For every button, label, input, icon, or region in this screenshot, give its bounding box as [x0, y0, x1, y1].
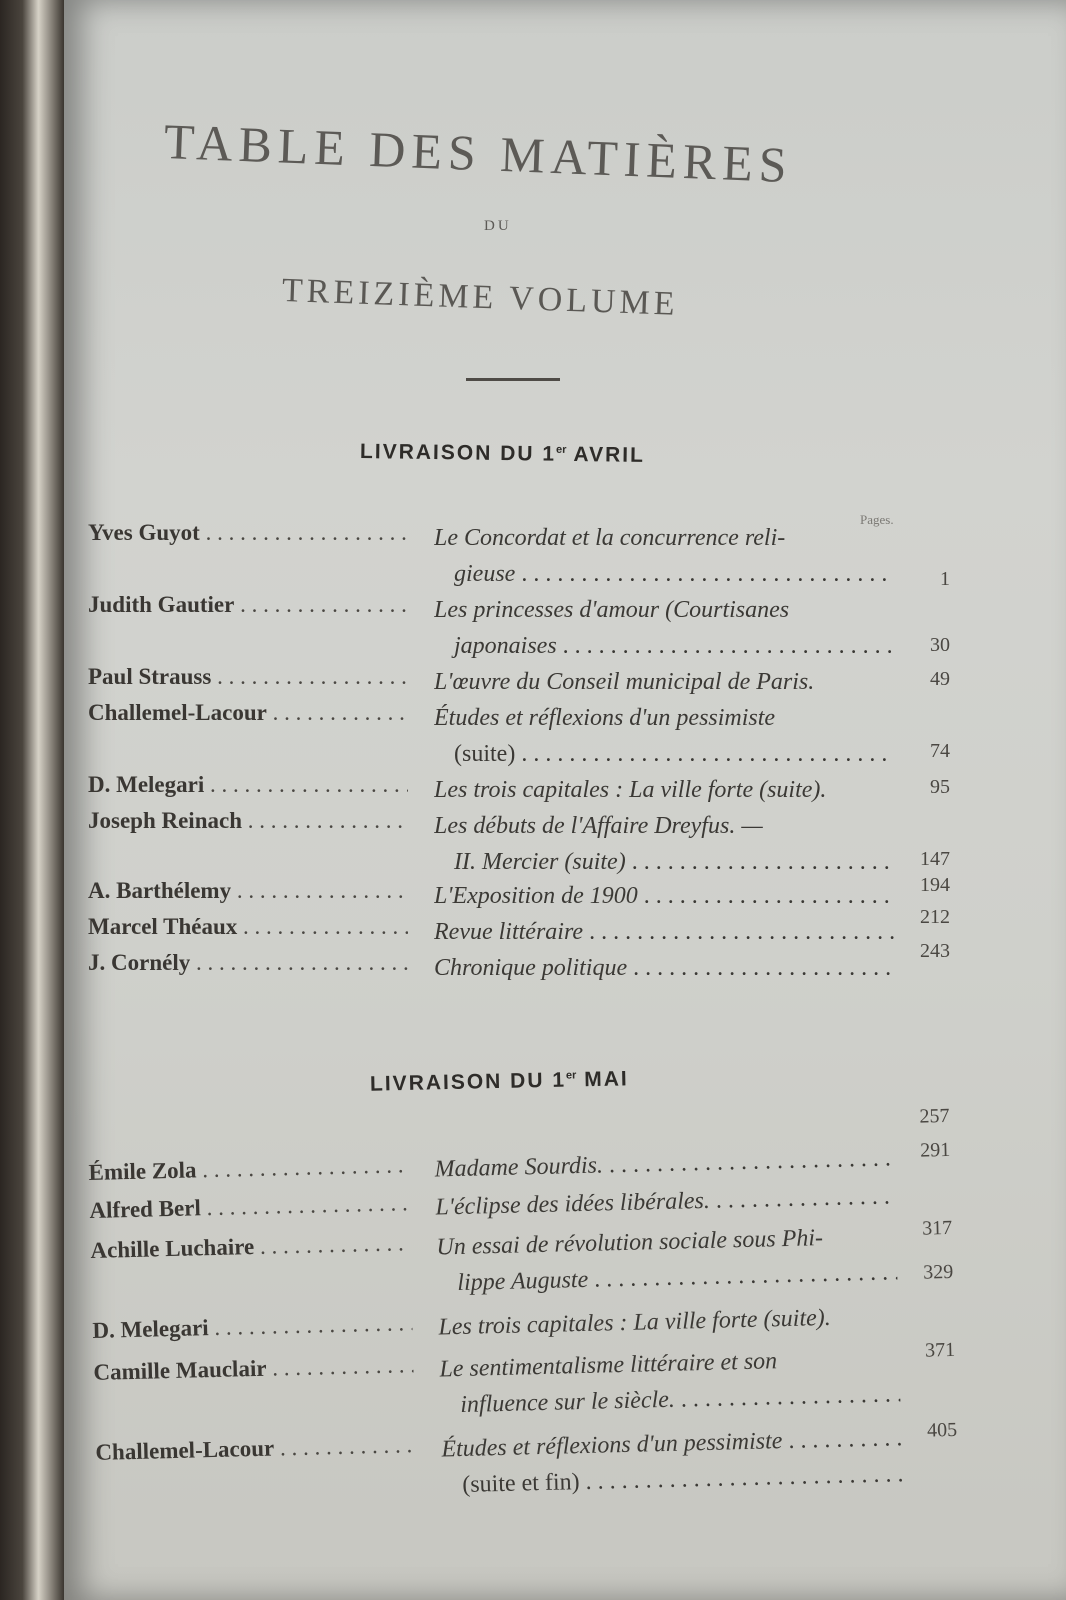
- entry-author: J. Cornély . . .: [88, 950, 408, 976]
- toc-entry: [88, 1138, 988, 1185]
- entry-article: [434, 592, 894, 664]
- entry-page-number: 49: [930, 668, 950, 690]
- section-heading-main: LIVRAISON DU 1: [359, 440, 557, 466]
- entry-line: Un essai de révolution sociale sous Phi-: [436, 1225, 824, 1261]
- entry-page-number: 1: [940, 568, 950, 590]
- page-title: TABLE DES MATIÈRES: [162, 113, 794, 194]
- toc-list-mai: [88, 1104, 988, 1498]
- book-gutter: [0, 0, 64, 1600]
- entry-line: (suite et fin) . . .: [442, 1456, 903, 1503]
- entry-line: L'éclipse des idées libérales. . . .: [435, 1178, 896, 1225]
- entry-page-number: 405: [926, 1418, 958, 1442]
- entry-line: Revue littéraire . . .: [434, 914, 894, 950]
- section-heading-month: MAI: [584, 1067, 629, 1092]
- entry-line: gieuse . . .: [434, 556, 894, 592]
- entry-article: [434, 772, 894, 808]
- title-rule: [466, 378, 560, 381]
- entry-article: [439, 1340, 901, 1423]
- entry-page-number: 95: [930, 776, 950, 798]
- entry-author: D. Melegari . . .: [92, 1310, 413, 1344]
- entry-line: II. Mercier (suite) . . .: [434, 844, 894, 880]
- page-subtitle: TREIZIÈME VOLUME: [281, 272, 680, 323]
- entry-line: Études et réflexions d'un pessimiste: [434, 705, 776, 731]
- toc-entry: [95, 1418, 995, 1498]
- entry-author: Yves Guyot . . .: [88, 520, 408, 546]
- entry-page-number: 257: [919, 1104, 950, 1128]
- entry-line: Le Concordat et la concurrence reli-: [434, 525, 786, 551]
- entry-page-number: 371: [924, 1338, 956, 1362]
- section-heading-avril: [360, 440, 645, 468]
- entry-line: Les trois capitales : La ville forte (suite).: [434, 777, 827, 803]
- entry-article: [434, 878, 894, 914]
- entry-line: Les débuts de l'Affaire Dreyfus. —: [434, 813, 763, 839]
- entry-page-number: 147: [920, 848, 950, 870]
- entry-author: Judith Gautier . . .: [88, 592, 408, 618]
- entry-page-number: 243: [920, 940, 950, 962]
- pages-label: Pages.: [860, 512, 894, 527]
- section-heading-mai: [370, 1067, 629, 1096]
- entry-line: L'œuvre du Conseil municipal de Paris.: [434, 669, 815, 695]
- entry-page-number: 291: [919, 1138, 951, 1162]
- entry-line: Études et réflexions d'un pessimiste . . .: [441, 1420, 902, 1467]
- entry-author: Challemel-Lacour . . .: [95, 1432, 416, 1466]
- entry-author: D. Melegari . . .: [88, 772, 408, 798]
- entry-author: Alfred Berl . . .: [89, 1190, 410, 1224]
- entry-line: Madame Sourdis. . . .: [434, 1140, 895, 1187]
- entry-line: Chronique politique . . .: [434, 950, 894, 986]
- entry-line: (suite) . . .: [434, 736, 894, 772]
- entry-author: Joseph Reinach . . .: [88, 808, 408, 834]
- entry-line: L'Exposition de 1900 . . .: [434, 878, 894, 914]
- entry-line: japonaises . . .: [434, 628, 894, 664]
- entry-line: Les trois capitales : La ville forte (suite).: [438, 1304, 832, 1341]
- entry-author: Challemel-Lacour . . .: [88, 700, 408, 726]
- entry-author: A. Barthélemy . . .: [88, 878, 408, 904]
- entry-article: [436, 1218, 898, 1301]
- entry-page-number: 194: [920, 874, 950, 896]
- entry-page-number: 317: [921, 1216, 953, 1240]
- section-heading-main: LIVRAISON DU 1: [369, 1068, 567, 1096]
- entry-page-number: 212: [920, 906, 950, 928]
- entry-page-number: 74: [930, 740, 950, 762]
- section-heading-sup: er: [565, 1069, 577, 1082]
- entry-line: Les princesses d'amour (Courtisanes: [434, 597, 790, 623]
- entry-article: [441, 1420, 903, 1503]
- toc-entry: [87, 1104, 987, 1126]
- entry-page-number: 30: [930, 634, 950, 656]
- entry-article: [434, 950, 894, 986]
- entry-author: Marcel Théaux . . .: [88, 914, 408, 940]
- title-connector: DU: [484, 218, 512, 234]
- entry-article: [434, 914, 894, 950]
- entry-author: Achille Luchaire . . .: [90, 1230, 411, 1264]
- entry-author: Émile Zola . . .: [88, 1152, 409, 1186]
- section-heading-sup: er: [556, 443, 567, 456]
- book-page: [64, 0, 1066, 1600]
- entry-line: influence sur le siècle. . . .: [440, 1376, 901, 1423]
- entry-author: Camille Mauclair . . .: [93, 1352, 414, 1386]
- entry-article: [438, 1298, 899, 1345]
- entry-author: Paul Strauss . . .: [88, 664, 408, 690]
- section-heading-month: AVRIL: [573, 442, 646, 467]
- entry-line: lippe Auguste . . .: [437, 1254, 898, 1301]
- entry-article: [434, 664, 894, 700]
- entry-page-number: 329: [922, 1260, 954, 1284]
- entry-article: [434, 700, 894, 772]
- entry-article: [434, 808, 894, 880]
- entry-article: [434, 520, 894, 592]
- entry-line: Le sentimentalisme littéraire et son: [439, 1348, 778, 1383]
